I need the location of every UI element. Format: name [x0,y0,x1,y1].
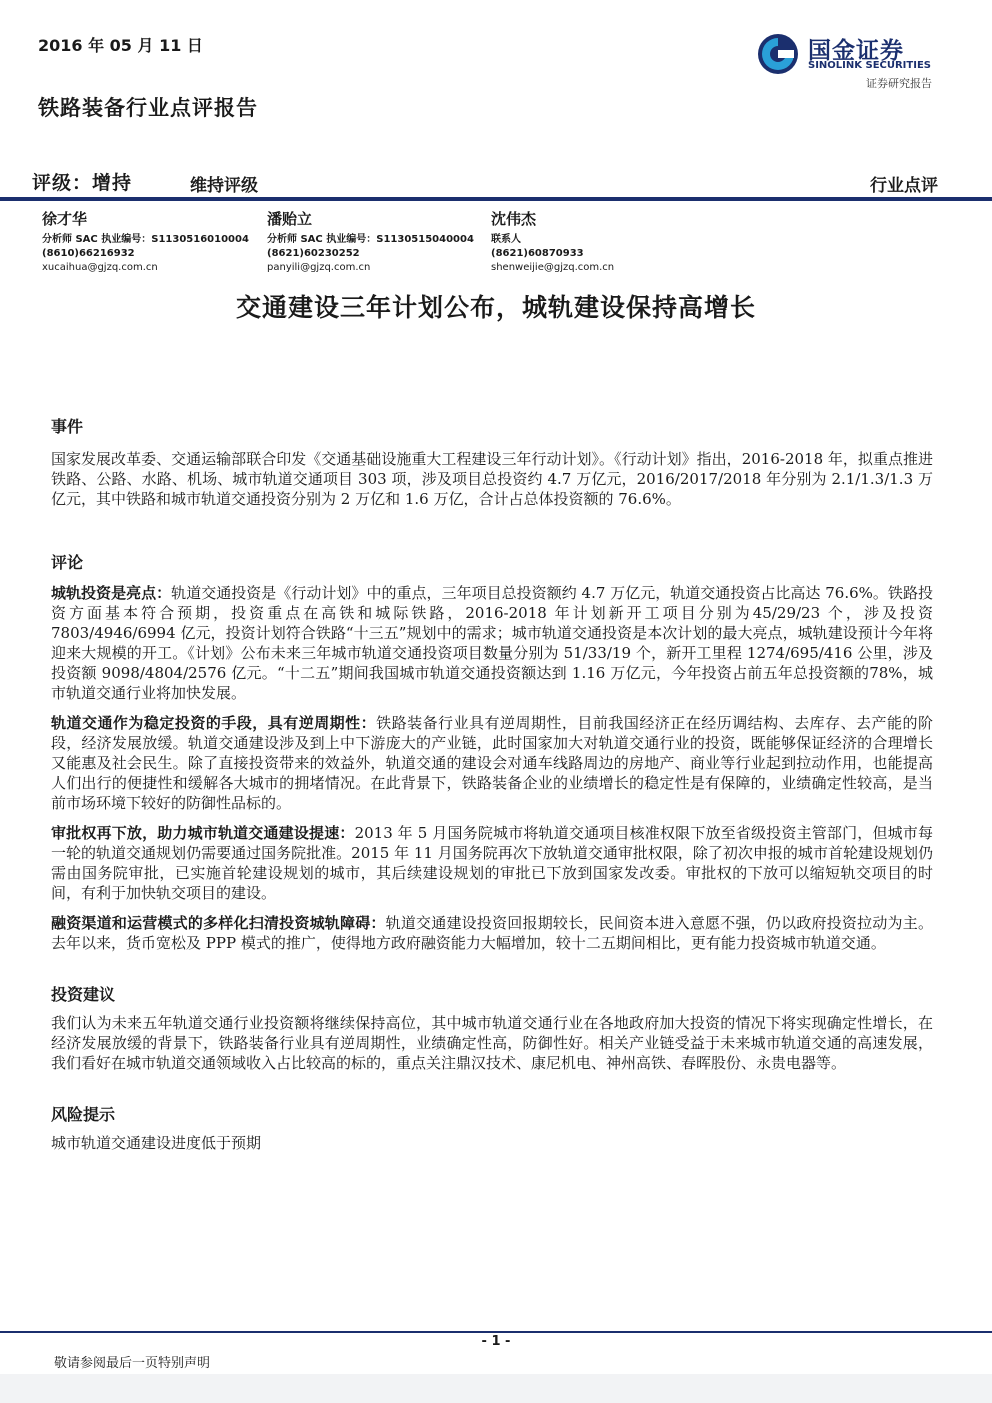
analyst-email[interactable]: panyili@gjzq.com.cn [267,262,371,273]
paragraph-body: 2013 年 5 月国务院城市将轨道交通项目核准权限下放至省级投资主管部门，但城市每一轮的轨道交通规划仍需要通过国务院批准。2015 年 11 月国务院再次下放轨道交通审批权限，除了初次申报的城市首轮建设规划仍需由国务院审批，已实施首轮建设规划的城市，其后续建设规划的审批已下放到国家发改委。审批权的下放可以缩短轨交项目的时间，有利于加快轨交项目的建设。 [51,824,933,902]
sinolink-logo [756,30,946,92]
analyst-email[interactable]: shenweijie@gjzq.com.cn [491,262,615,273]
footer-disclaimer: 敬请参阅最后一页特别声明 [54,1356,211,1371]
event-paragraph: 国家发展改革委、交通运输部联合印发《交通基础设施重大工程建设三年行动计划》。《行动计划》指出，2016-2018 年，拟重点推进铁路、公路、水路、机场、城市轨道交通项目 303 项，涉及项目总投资约 4.7 万亿元，2016/2017/2018 年分别为 2.1/1.3/1.3 万亿元，其中铁路和城市轨道交通投资分别为 2 万亿和 1.6 万亿，合计占总体投资额的 76.6%。 [51,450,933,508]
rating-action: 维持评级 [190,176,258,196]
paragraph-body: 轨道交通建设投资回报期较长，民间资本进入意愿不强，仍以政府投资拉动为主。去年以来，货币宽松及 PPP 模式的推广，使得地方政府融资能力大幅增加，较十二五期间相比，更有能力投资城市轨道交通。 [51,914,933,952]
section-title-comment: 评论 [51,553,84,572]
logo-chinese-name: 国金证券 [808,38,904,64]
analyst-card [267,208,492,275]
advice-paragraph: 我们认为未来五年轨道交通行业投资额将继续保持高位，其中城市轨道交通行业在各地政府加大投资的情况下将实现确定性增长，在经济发展放缓的背景下，铁路装备行业具有逆周期性，业绩确定性高，防御性好。相关产业链受益于未来城市轨道交通的高速发展，我们看好在城市轨道交通领域收入占比较高的标的，重点关注鼎汉技术、康尼机电、神州高铁、春晖股份、永贵电器等。 [51,1014,933,1072]
analyst-name: 沈伟杰 [491,210,537,228]
paragraph-body: 铁路装备行业具有逆周期性，目前我国经济正在经历调结构、去库存、去产能的阶段，经济发展放缓。轨道交通建设涉及到上中下游庞大的产业链，此时国家加大对轨道交通行业的投资，既能够保证经济的合理增长又能惠及社会民生。除了直接投资带来的效益外，轨道交通的建设会对通车线路周边的房地产、商业等行业起到拉动作用，也能提高人们出行的便捷性和缓解各大城市的拥堵情况。在此背景下，铁路装备企业的业绩增长的稳定性是有保障的，业绩确定性较高，是当前市场环境下较好的防御性品标的。 [51,714,933,812]
section-title-risk: 风险提示 [51,1105,116,1124]
rating-row [32,168,938,196]
comment-paragraph [51,913,933,953]
analyst-card [491,208,716,275]
analyst-cert: 分析师 SAC 执业编号：S1130516010004 [42,234,249,245]
analyst-name: 潘贻立 [267,210,313,228]
comment-paragraph [51,823,933,903]
page-number: - 1 - [481,1334,511,1349]
analyst-cert: 分析师 SAC 执业编号：S1130515040004 [267,234,474,245]
report-type-title: 铁路装备行业点评报告 [38,95,258,120]
analyst-phone: (8621)60870933 [491,248,584,259]
paragraph-lead: 审批权再下放，助力城市轨道交通建设提速： [51,824,355,842]
headline: 交通建设三年计划公布，城轨建设保持高增长 [235,293,756,322]
paragraph-lead: 轨道交通作为稳定投资的手段，具有逆周期性： [51,714,377,732]
paragraph-lead: 城轨投资是亮点： [51,584,172,602]
comment-paragraph [51,713,933,813]
report-date: 2016 年 05 月 11 日 [38,36,203,55]
rating-label: 评级：增持 [32,172,133,194]
header-divider [0,197,992,201]
sinolink-logo-icon [756,32,800,76]
logo-subtitle: 证券研究报告 [866,77,932,90]
section-title-event: 事件 [51,417,84,436]
logo-english-name: SINOLINK SECURITIES [808,60,931,71]
analyst-name: 徐才华 [42,210,88,228]
risk-paragraph: 城市轨道交通建设进度低于预期 [51,1134,262,1152]
section-title-advice: 投资建议 [51,985,116,1004]
review-type: 行业点评 [870,176,938,196]
footer-divider [0,1331,992,1333]
analyst-phone: (8610)66216932 [42,248,135,259]
analyst-card [42,208,267,275]
comment-paragraph [51,583,933,703]
paragraph-body: 轨道交通投资是《行动计划》中的重点，三年项目总投资额约 4.7 万亿元，轨道交通投资占比高达 76.6%。铁路投资方面基本符合预期，投资重点在高铁和城际铁路，2016-2018 年计划新开工项目分别为45/29/23 个，涉及投资 7803/4946/6994 亿元，投资计划符合铁路“十三五”规划中的需求；城市轨道交通投资是本次计划的最大亮点，城轨建设预计今年将迎来大规模的开工。《计划》公布未来三年城市轨道交通投资项目数量分别为 51/33/19 个，新开工里程 1274/695/416 公里，涉及投资额 9098/4804/2576 亿元。“十二五”期间我国城市轨道交通投资额达到 1.16 万亿元，今年投资占前五年总投资额的78%，城市轨道交通行业将加快发展。 [51,584,933,702]
analyst-phone: (8621)60230252 [267,248,360,259]
analyst-email[interactable]: xucaihua@gjzq.com.cn [42,262,158,273]
paragraph-lead: 融资渠道和运营模式的多样化扫清投资城轨障碍： [51,914,386,932]
footer-band [0,1374,992,1403]
analyst-cert: 联系人 [491,234,521,245]
